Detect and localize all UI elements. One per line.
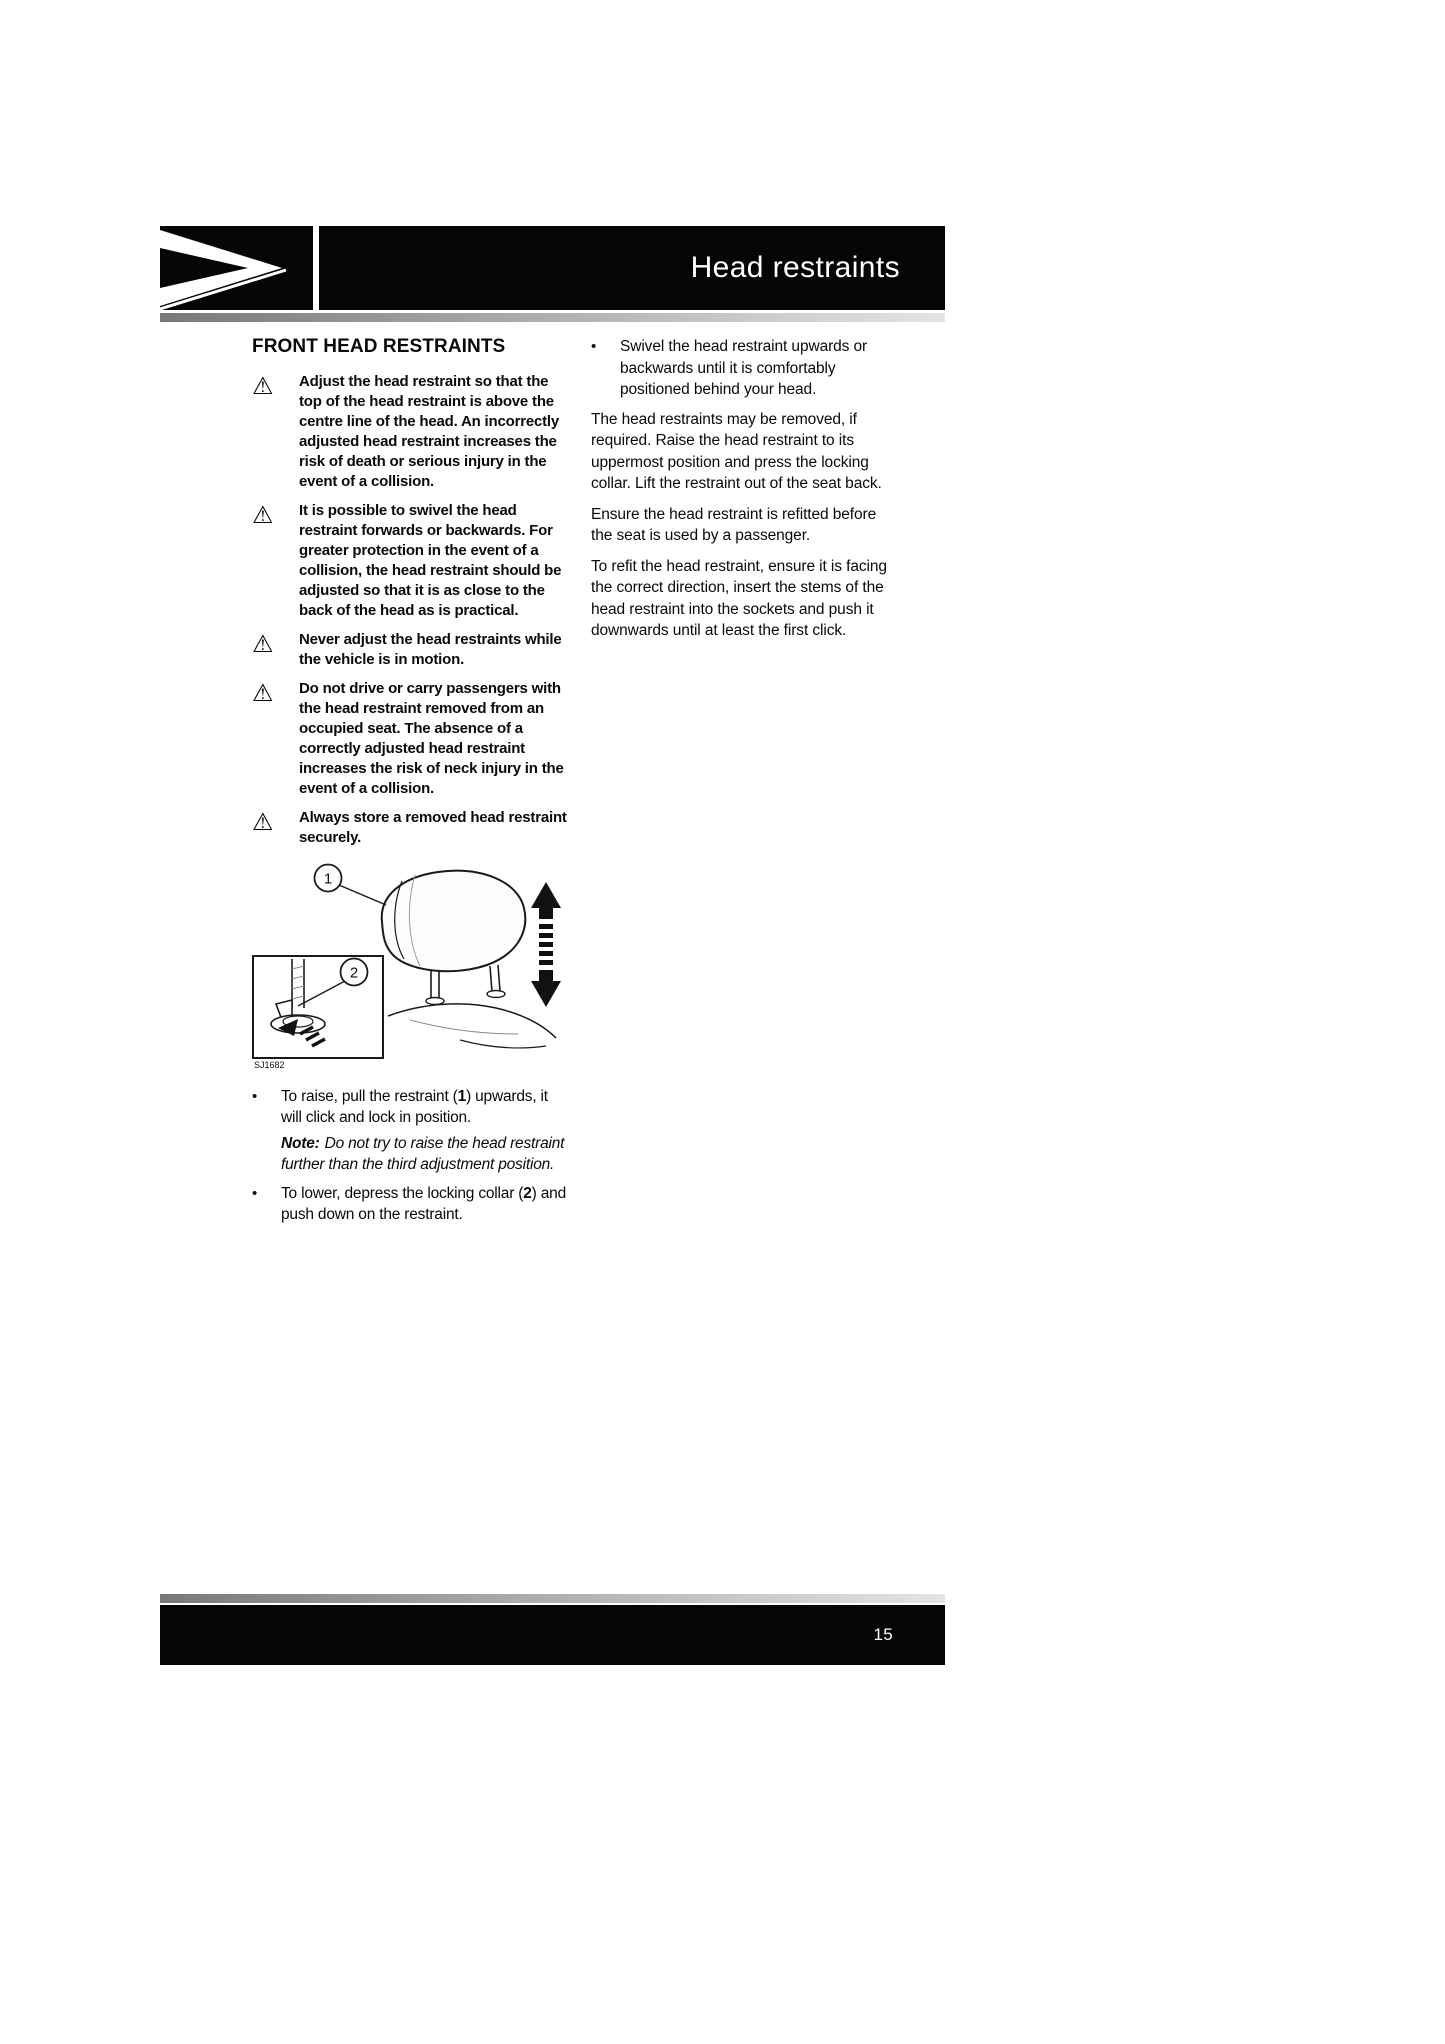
warning-text: It is possible to swivel the head restraint forwards or backwards. For greater protection in the event of a collision, the head restraint should be adjusted so that it is as close to the back of the head as is practical.: [299, 502, 562, 619]
list-item: [591, 336, 899, 401]
raise-text-post: ) upwards, it will click and lock in position.: [281, 1088, 548, 1126]
footer-gradient-rule: [160, 1594, 945, 1603]
warning-triangle-icon: ⚠: [252, 630, 274, 658]
body-paragraph: To refit the head restraint, ensure it is facing the correct direction, insert the stems of the head restraint into the sockets and push it downwards until at least the first click.: [591, 557, 887, 639]
warning-item: [252, 630, 568, 670]
warning-item: [252, 679, 568, 799]
warning-text: Always store a removed head restraint securely.: [299, 809, 567, 846]
list-item: [252, 1086, 570, 1128]
note-text: Do not try to raise the head restraint further than the third adjustment position.: [281, 1135, 565, 1173]
brand-chevron-block: [160, 226, 313, 310]
callout-1: [315, 865, 387, 906]
head-restraint-figure: [250, 858, 566, 1070]
warning-text: Never adjust the head restraints while the vehicle is in motion.: [299, 631, 562, 668]
warning-item: [252, 808, 568, 848]
warning-triangle-icon: ⚠: [252, 808, 274, 836]
raise-callout-ref: 1: [457, 1088, 467, 1105]
svg-text:1: 1: [323, 870, 333, 888]
section-title: FRONT HEAD RESTRAINTS: [252, 336, 506, 357]
swivel-instruction: Swivel the head restraint upwards or backwards until it is comfortably positioned behind your head.: [620, 338, 868, 398]
figure-code: SJ1682: [254, 1060, 285, 1070]
page-header-bar: [319, 226, 945, 310]
bullet-icon: •: [252, 1088, 258, 1105]
lower-text-post: ) and push down on the restraint.: [281, 1185, 567, 1223]
page-number: 15: [873, 1625, 893, 1644]
lower-callout-ref: 2: [523, 1185, 532, 1202]
body-paragraph: Ensure the head restraint is refitted before the seat is used by a passenger.: [591, 505, 877, 544]
up-down-arrow-icon: [531, 882, 561, 1007]
header-gradient-rule: [160, 313, 945, 322]
warning-item: [252, 501, 568, 621]
raise-instruction: [281, 1086, 570, 1128]
bullet-icon: •: [252, 1185, 258, 1202]
left-column: [252, 336, 568, 857]
note-label: Note:: [281, 1135, 320, 1152]
note-paragraph: [281, 1133, 570, 1175]
head-restraint-drawing: [382, 871, 556, 1048]
raise-text-pre: To raise, pull the restraint (: [281, 1088, 458, 1105]
page-footer-bar: [160, 1605, 945, 1665]
bullet-icon: •: [591, 338, 597, 355]
lower-instruction: [281, 1183, 570, 1225]
list-item: [252, 1183, 570, 1225]
warning-triangle-icon: ⚠: [252, 679, 274, 707]
page-title: Head restraints: [690, 251, 900, 284]
warning-item: [252, 372, 568, 492]
warning-triangle-icon: ⚠: [252, 501, 274, 529]
right-column: [591, 336, 899, 651]
figure-instructions: [252, 1086, 570, 1230]
svg-text:2: 2: [349, 964, 359, 982]
figure-illustration: [250, 858, 566, 1070]
warning-text: Adjust the head restraint so that the top of the head restraint is above the centre line of the head. An incorrectly adjusted head restraint increases the risk of death or serious injury in the event of a collision.: [299, 373, 560, 490]
warning-text: Do not drive or carry passengers with the head restraint removed from an occupied seat. The absence of a correctly adjusted head restraint increases the risk of neck injury in the event of a collision.: [299, 680, 564, 797]
body-paragraph: The head restraints may be removed, if required. Raise the head restraint to its uppermost position and press the locking collar. Lift the restraint out of the seat back.: [591, 410, 882, 492]
warning-triangle-icon: ⚠: [252, 372, 274, 400]
lower-text-pre: To lower, depress the locking collar (: [281, 1185, 524, 1202]
chevron-icon: [160, 226, 313, 310]
